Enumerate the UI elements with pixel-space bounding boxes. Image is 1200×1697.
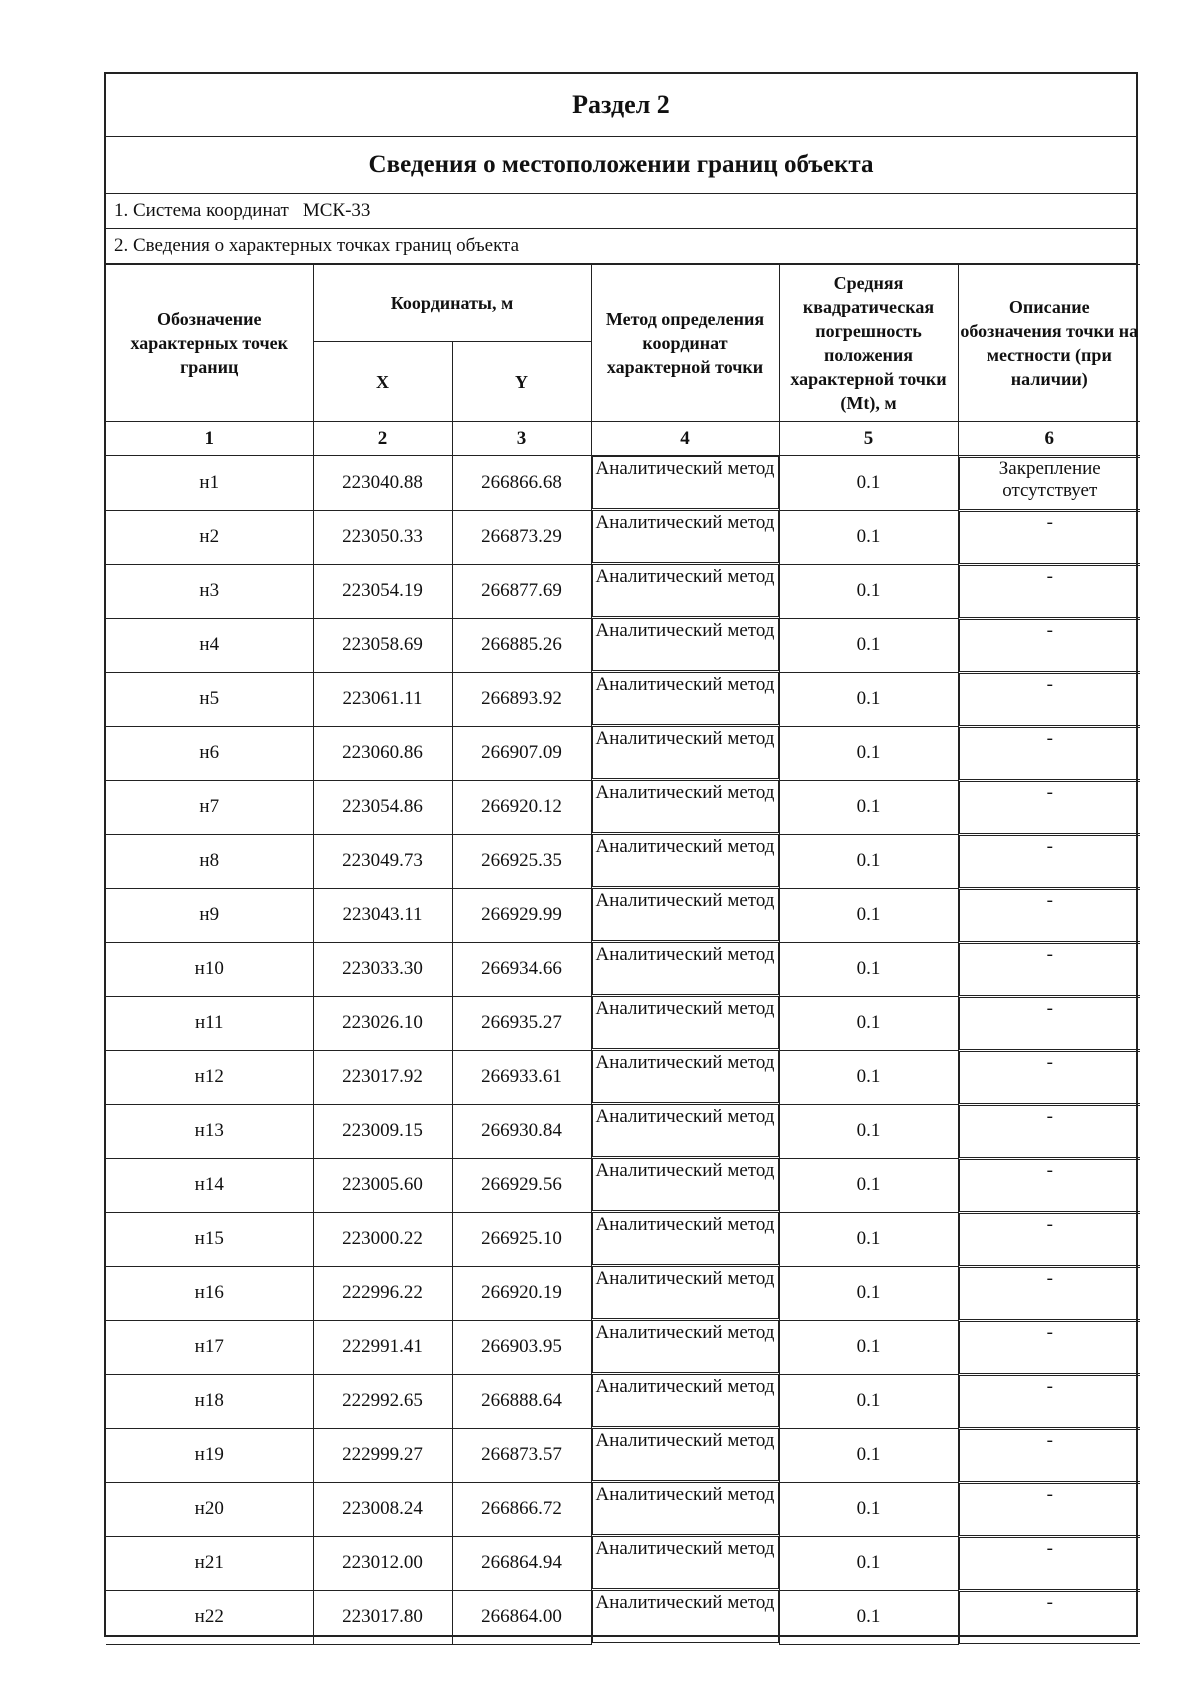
- x-coordinate-cell: 222991.41: [313, 1320, 452, 1374]
- point-name-cell: н16: [106, 1266, 313, 1320]
- accuracy-cell: 0.1: [779, 834, 958, 888]
- accuracy-cell: 0.1: [779, 1212, 958, 1266]
- point-name-cell: н5: [106, 672, 313, 726]
- x-coordinate-cell: 223050.33: [313, 510, 452, 564]
- description-cell: -: [959, 835, 1141, 888]
- column-number-row: [106, 422, 1140, 456]
- table-row: [106, 1158, 1140, 1212]
- table-row: [106, 510, 1140, 564]
- method-cell: Аналитический метод: [592, 834, 779, 887]
- coordinate-system-value: МСК-33: [302, 200, 371, 221]
- x-coordinate-cell: 223026.10: [313, 996, 452, 1050]
- table-row: [106, 618, 1140, 672]
- y-coordinate-cell: 266873.57: [452, 1428, 591, 1482]
- header-y: Y: [452, 342, 591, 422]
- y-coordinate-cell: 266866.68: [452, 456, 591, 511]
- y-coordinate-cell: 266929.56: [452, 1158, 591, 1212]
- table-row: [106, 1536, 1140, 1590]
- table-row: [106, 1374, 1140, 1428]
- accuracy-cell: 0.1: [779, 942, 958, 996]
- y-coordinate-cell: 266920.19: [452, 1266, 591, 1320]
- table-row: [106, 1266, 1140, 1320]
- column-number: 6: [958, 422, 1140, 456]
- y-coordinate-cell: 266907.09: [452, 726, 591, 780]
- table-body: [106, 456, 1140, 1645]
- method-cell: Аналитический метод: [592, 996, 779, 1049]
- description-cell: -: [959, 1483, 1141, 1536]
- point-name-cell: н8: [106, 834, 313, 888]
- coordinate-system-row: [106, 194, 1136, 229]
- method-cell: Аналитический метод: [592, 510, 779, 563]
- description-cell: -: [959, 1321, 1141, 1374]
- point-name-cell: н4: [106, 618, 313, 672]
- method-cell: Аналитический метод: [592, 1212, 779, 1265]
- table-row: [106, 726, 1140, 780]
- accuracy-cell: 0.1: [779, 1158, 958, 1212]
- table-row: [106, 672, 1140, 726]
- x-coordinate-cell: 222996.22: [313, 1266, 452, 1320]
- method-cell: Аналитический метод: [592, 1590, 779, 1643]
- description-cell: -: [959, 1105, 1141, 1158]
- method-cell: Аналитический метод: [592, 1536, 779, 1589]
- x-coordinate-cell: 223054.86: [313, 780, 452, 834]
- table-row: [106, 1428, 1140, 1482]
- table-header-row: [106, 265, 1140, 342]
- method-cell: Аналитический метод: [592, 456, 779, 509]
- accuracy-cell: 0.1: [779, 1482, 958, 1536]
- description-cell: -: [959, 1591, 1141, 1644]
- point-name-cell: н10: [106, 942, 313, 996]
- column-number: 2: [313, 422, 452, 456]
- point-name-cell: н20: [106, 1482, 313, 1536]
- method-cell: Аналитический метод: [592, 888, 779, 941]
- x-coordinate-cell: 223033.30: [313, 942, 452, 996]
- accuracy-cell: 0.1: [779, 996, 958, 1050]
- table-row: [106, 1320, 1140, 1374]
- x-coordinate-cell: 223060.86: [313, 726, 452, 780]
- accuracy-cell: 0.1: [779, 672, 958, 726]
- x-coordinate-cell: 222999.27: [313, 1428, 452, 1482]
- table-row: [106, 1050, 1140, 1104]
- table-row: [106, 780, 1140, 834]
- accuracy-cell: 0.1: [779, 780, 958, 834]
- method-cell: Аналитический метод: [592, 1428, 779, 1481]
- y-coordinate-cell: 266864.94: [452, 1536, 591, 1590]
- x-coordinate-cell: 223009.15: [313, 1104, 452, 1158]
- accuracy-cell: 0.1: [779, 456, 958, 511]
- table-row: [106, 996, 1140, 1050]
- accuracy-cell: 0.1: [779, 1104, 958, 1158]
- coordinate-system-label: 1. Система координат: [114, 200, 289, 221]
- point-name-cell: н22: [106, 1590, 313, 1644]
- method-cell: Аналитический метод: [592, 1050, 779, 1103]
- x-coordinate-cell: 223054.19: [313, 564, 452, 618]
- method-cell: Аналитический метод: [592, 1266, 779, 1319]
- accuracy-cell: 0.1: [779, 1320, 958, 1374]
- point-name-cell: н12: [106, 1050, 313, 1104]
- method-cell: Аналитический метод: [592, 1320, 779, 1373]
- accuracy-cell: 0.1: [779, 618, 958, 672]
- table-row: [106, 456, 1140, 511]
- description-cell: -: [959, 1051, 1141, 1104]
- point-name-cell: н18: [106, 1374, 313, 1428]
- description-cell: -: [959, 1375, 1141, 1428]
- point-name-cell: н9: [106, 888, 313, 942]
- description-cell: -: [959, 1537, 1141, 1590]
- y-coordinate-cell: 266934.66: [452, 942, 591, 996]
- description-cell: -: [959, 1213, 1141, 1266]
- x-coordinate-cell: 223012.00: [313, 1536, 452, 1590]
- method-cell: Аналитический метод: [592, 942, 779, 995]
- method-cell: Аналитический метод: [592, 726, 779, 779]
- table-row: [106, 1212, 1140, 1266]
- y-coordinate-cell: 266877.69: [452, 564, 591, 618]
- x-coordinate-cell: 223058.69: [313, 618, 452, 672]
- table-row: [106, 1590, 1140, 1644]
- point-name-cell: н19: [106, 1428, 313, 1482]
- table-row: [106, 942, 1140, 996]
- method-cell: Аналитический метод: [592, 780, 779, 833]
- header-coordinates: Координаты, м: [313, 265, 591, 342]
- x-coordinate-cell: 223049.73: [313, 834, 452, 888]
- section-title: Раздел 2: [106, 74, 1136, 137]
- description-cell: -: [959, 673, 1141, 726]
- table-row: [106, 564, 1140, 618]
- x-coordinate-cell: 223005.60: [313, 1158, 452, 1212]
- method-cell: Аналитический метод: [592, 672, 779, 725]
- table-row: [106, 834, 1140, 888]
- x-coordinate-cell: 223017.92: [313, 1050, 452, 1104]
- description-cell: -: [959, 781, 1141, 834]
- header-accuracy: Средняя квадратическая погрешность положения характерной точки (Mt), м: [779, 265, 958, 422]
- table-tail-spacer: [106, 1645, 1136, 1672]
- accuracy-cell: 0.1: [779, 1428, 958, 1482]
- accuracy-cell: 0.1: [779, 1266, 958, 1320]
- description-cell: -: [959, 565, 1141, 618]
- description-cell: -: [959, 997, 1141, 1050]
- y-coordinate-cell: 266935.27: [452, 996, 591, 1050]
- description-cell: -: [959, 1429, 1141, 1482]
- column-number: 4: [591, 422, 779, 456]
- accuracy-cell: 0.1: [779, 1374, 958, 1428]
- header-method: Метод определения координат характерной точки: [591, 265, 779, 422]
- y-coordinate-cell: 266866.72: [452, 1482, 591, 1536]
- y-coordinate-cell: 266864.00: [452, 1590, 591, 1644]
- y-coordinate-cell: 266888.64: [452, 1374, 591, 1428]
- x-coordinate-cell: 223040.88: [313, 456, 452, 511]
- y-coordinate-cell: 266925.35: [452, 834, 591, 888]
- column-number: 1: [106, 422, 313, 456]
- accuracy-cell: 0.1: [779, 726, 958, 780]
- y-coordinate-cell: 266930.84: [452, 1104, 591, 1158]
- header-x: X: [313, 342, 452, 422]
- x-coordinate-cell: 223043.11: [313, 888, 452, 942]
- accuracy-cell: 0.1: [779, 888, 958, 942]
- y-coordinate-cell: 266873.29: [452, 510, 591, 564]
- boundary-points-table: [106, 264, 1140, 1645]
- description-cell: -: [959, 727, 1141, 780]
- point-name-cell: н6: [106, 726, 313, 780]
- accuracy-cell: 0.1: [779, 1050, 958, 1104]
- point-name-cell: н13: [106, 1104, 313, 1158]
- y-coordinate-cell: 266929.99: [452, 888, 591, 942]
- section-subtitle: Сведения о местоположении границ объекта: [106, 137, 1136, 194]
- description-cell: -: [959, 889, 1141, 942]
- accuracy-cell: 0.1: [779, 1536, 958, 1590]
- description-cell: -: [959, 1159, 1141, 1212]
- column-number: 5: [779, 422, 958, 456]
- point-name-cell: н7: [106, 780, 313, 834]
- description-cell: -: [959, 1267, 1141, 1320]
- method-cell: Аналитический метод: [592, 1482, 779, 1535]
- point-name-cell: н17: [106, 1320, 313, 1374]
- method-cell: Аналитический метод: [592, 1158, 779, 1211]
- accuracy-cell: 0.1: [779, 564, 958, 618]
- point-name-cell: н2: [106, 510, 313, 564]
- x-coordinate-cell: 223008.24: [313, 1482, 452, 1536]
- point-name-cell: н21: [106, 1536, 313, 1590]
- accuracy-cell: 0.1: [779, 510, 958, 564]
- description-cell: -: [959, 943, 1141, 996]
- table-row: [106, 888, 1140, 942]
- point-name-cell: н1: [106, 456, 313, 511]
- x-coordinate-cell: 223061.11: [313, 672, 452, 726]
- document-frame: [104, 72, 1138, 1637]
- y-coordinate-cell: 266933.61: [452, 1050, 591, 1104]
- description-cell: -: [959, 619, 1141, 672]
- x-coordinate-cell: 222992.65: [313, 1374, 452, 1428]
- header-designation: Обозначение характерных точек границ: [106, 265, 313, 422]
- point-name-cell: н11: [106, 996, 313, 1050]
- y-coordinate-cell: 266885.26: [452, 618, 591, 672]
- method-cell: Аналитический метод: [592, 1104, 779, 1157]
- method-cell: Аналитический метод: [592, 564, 779, 617]
- y-coordinate-cell: 266920.12: [452, 780, 591, 834]
- table-row: [106, 1104, 1140, 1158]
- y-coordinate-cell: 266903.95: [452, 1320, 591, 1374]
- x-coordinate-cell: 223000.22: [313, 1212, 452, 1266]
- table-row: [106, 1482, 1140, 1536]
- column-number: 3: [452, 422, 591, 456]
- description-cell: -: [959, 511, 1141, 564]
- point-name-cell: н14: [106, 1158, 313, 1212]
- accuracy-cell: 0.1: [779, 1590, 958, 1644]
- y-coordinate-cell: 266893.92: [452, 672, 591, 726]
- point-name-cell: н3: [106, 564, 313, 618]
- description-cell: Закрепление отсутствует: [959, 457, 1141, 510]
- points-section-label: 2. Сведения о характерных точках границ объекта: [106, 229, 1136, 264]
- x-coordinate-cell: 223017.80: [313, 1590, 452, 1644]
- y-coordinate-cell: 266925.10: [452, 1212, 591, 1266]
- header-description: Описание обозначения точки на местности (при наличии): [958, 265, 1140, 422]
- method-cell: Аналитический метод: [592, 1374, 779, 1427]
- method-cell: Аналитический метод: [592, 618, 779, 671]
- point-name-cell: н15: [106, 1212, 313, 1266]
